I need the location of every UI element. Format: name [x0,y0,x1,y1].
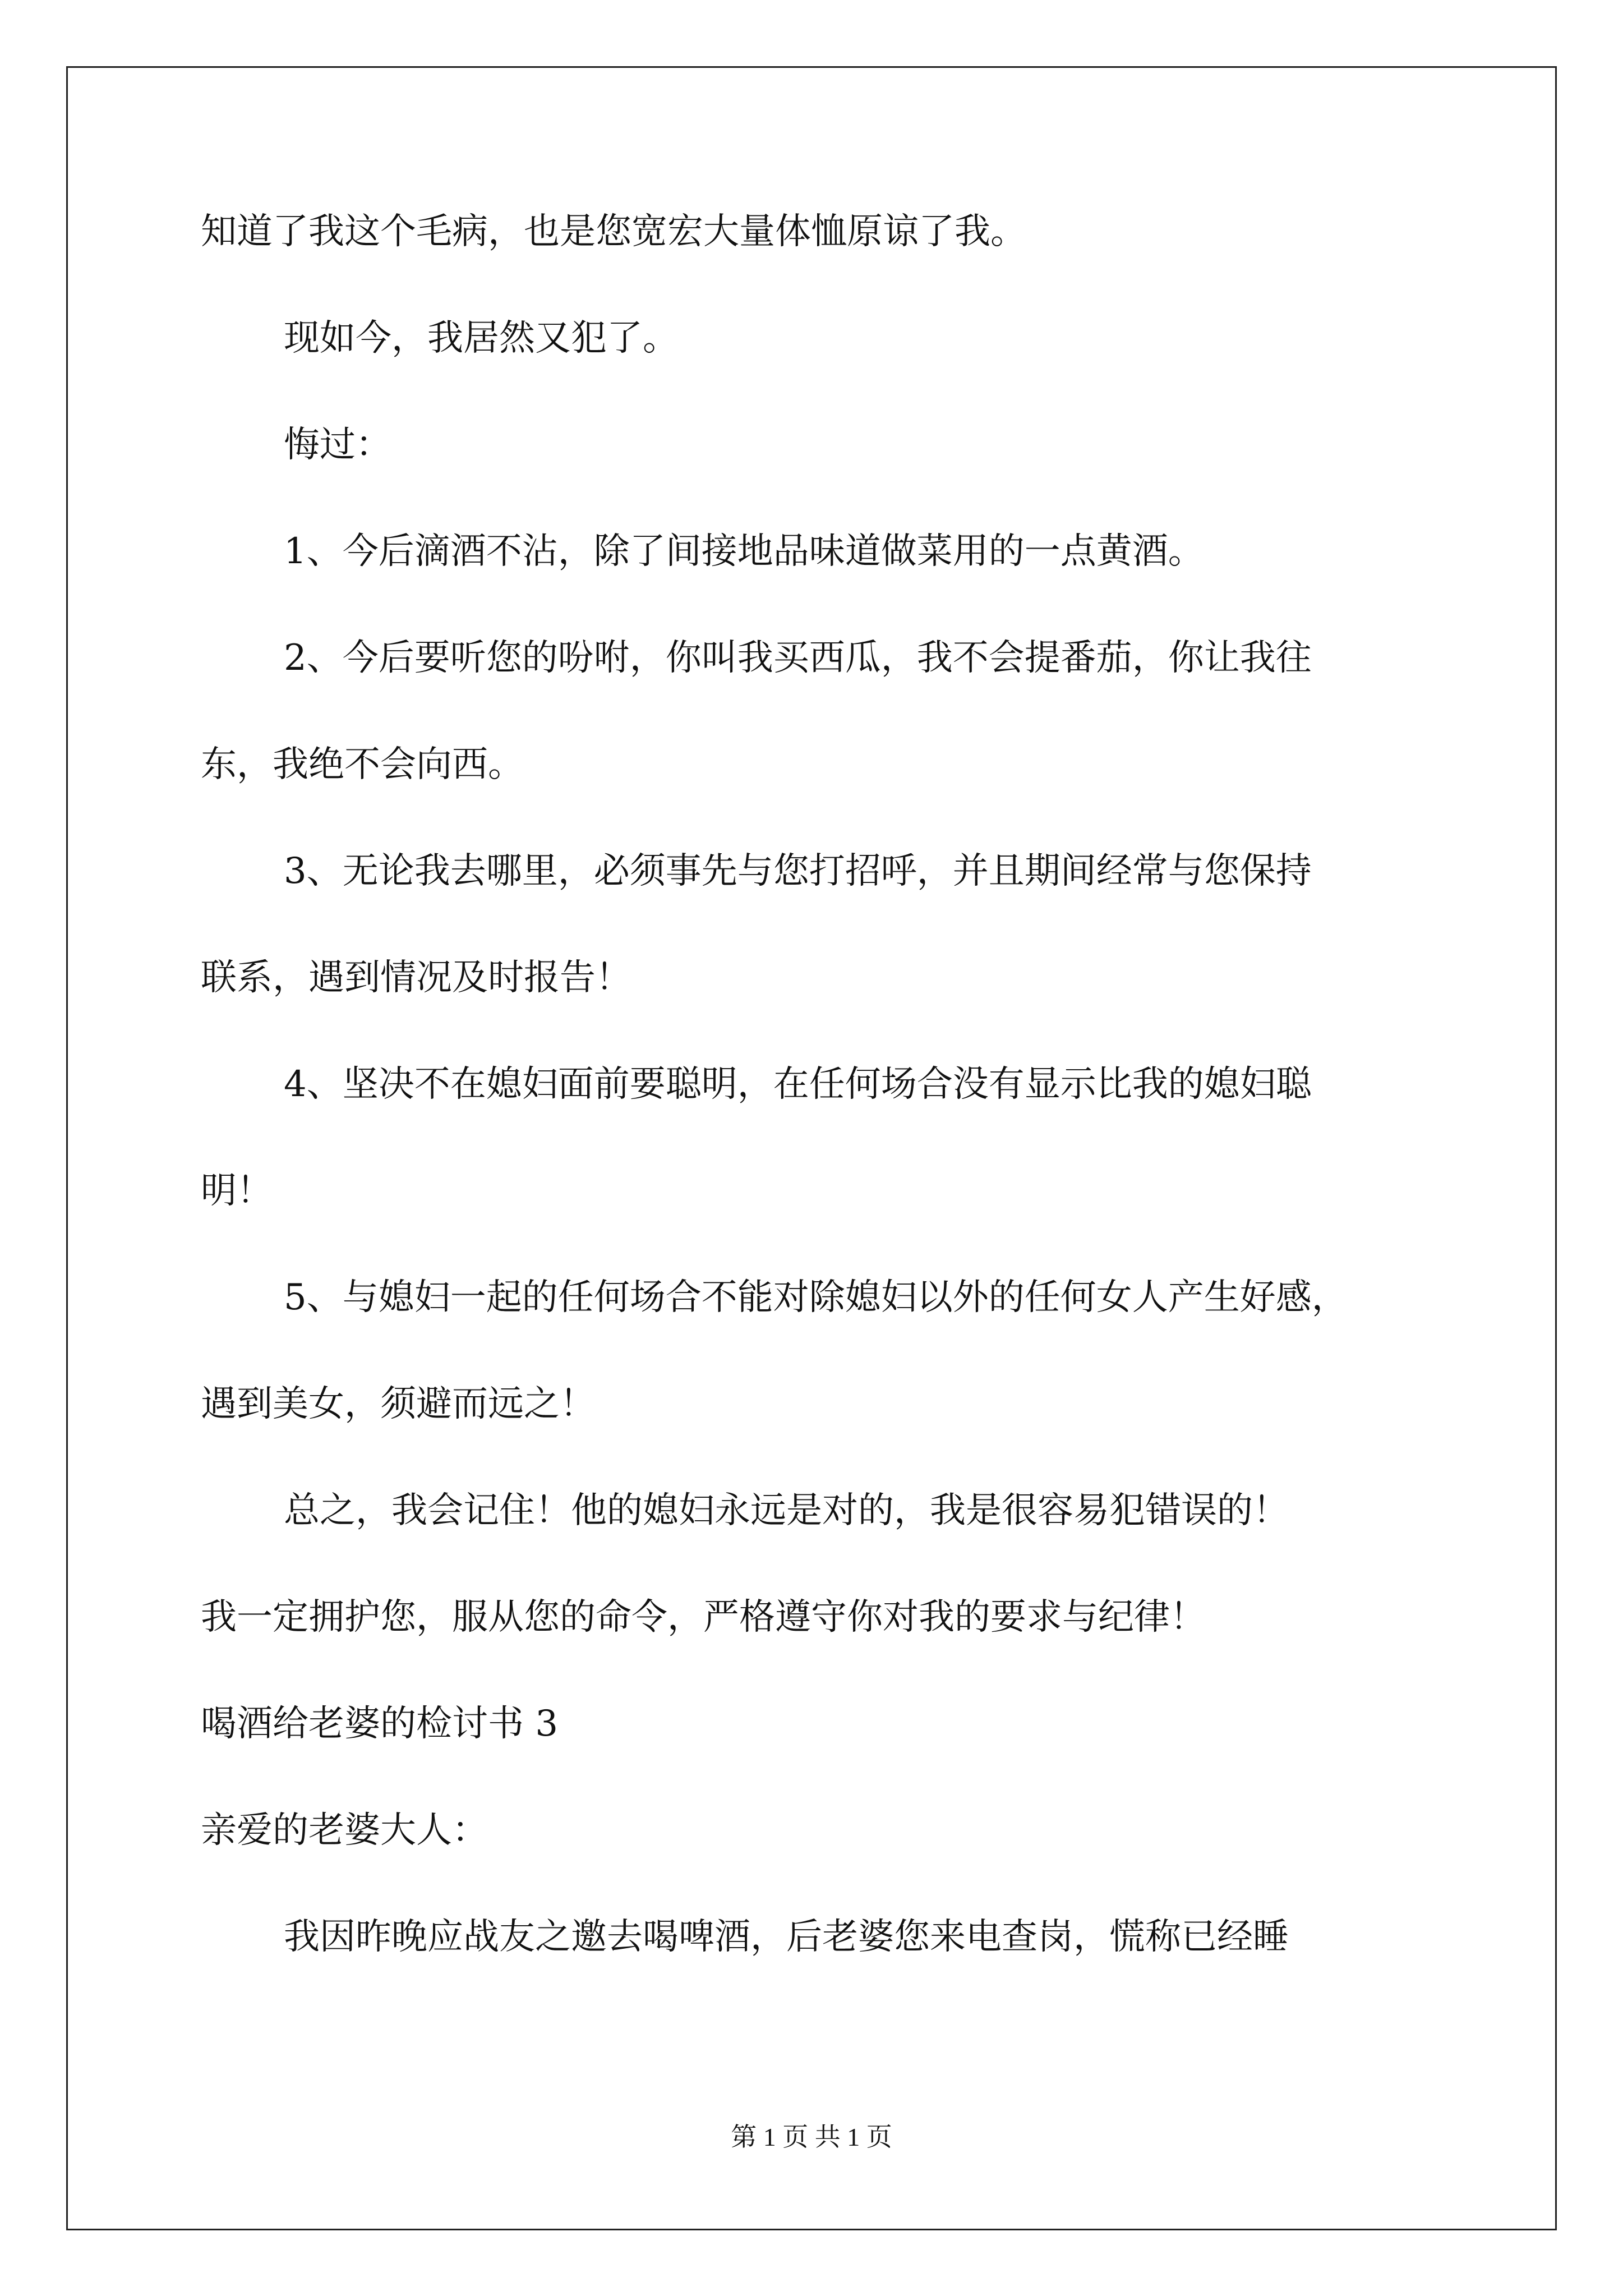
body-line: 我一定拥护您，服从您的命令，严格遵守你对我的要求与纪律！ [201,1596,1206,1638]
body-line: 明！ [201,1170,273,1212]
body-line: 遇到美女，须避而远之！ [201,1383,596,1425]
body-line: 联系，遇到情况及时报告！ [201,957,631,999]
body-line: 东，我绝不会向西。 [201,744,524,785]
body-line: 1、今后滴酒不沾，除了间接地品味道做菜用的一点黄酒。 [284,531,1204,572]
body-line: 2、今后要听您的吩咐，你叫我买西瓜，我不会提番茄，你让我往 [284,637,1312,679]
body-line: 悔过： [284,424,391,466]
body-line: 知道了我这个毛病，也是您宽宏大量体恤原谅了我。 [201,211,1026,252]
body-line: 4、坚决不在媳妇面前要聪明，在任何场合没有显示比我的媳妇聪 [284,1064,1312,1105]
body-line: 现如今，我居然又犯了。 [284,318,679,359]
body-line: 5、与媳妇一起的任何场合不能对除媳妇以外的任何女人产生好感， [284,1277,1348,1318]
page-border [66,66,1557,2230]
salutation: 亲爱的老婆大人： [201,1810,488,1851]
section-heading: 喝酒给老婆的检讨书 3 [201,1703,559,1745]
page-number-footer: 第 1 页 共 1 页 [731,2123,892,2151]
body-line: 总之，我会记住！他的媳妇永远是对的，我是很容易犯错误的！ [284,1490,1289,1531]
body-line: 我因昨晚应战友之邀去喝啤酒，后老婆您来电查岗，慌称已经睡 [284,1916,1289,1958]
body-line: 3、无论我去哪里，必须事先与您打招呼，并且期间经常与您保持 [284,850,1312,892]
